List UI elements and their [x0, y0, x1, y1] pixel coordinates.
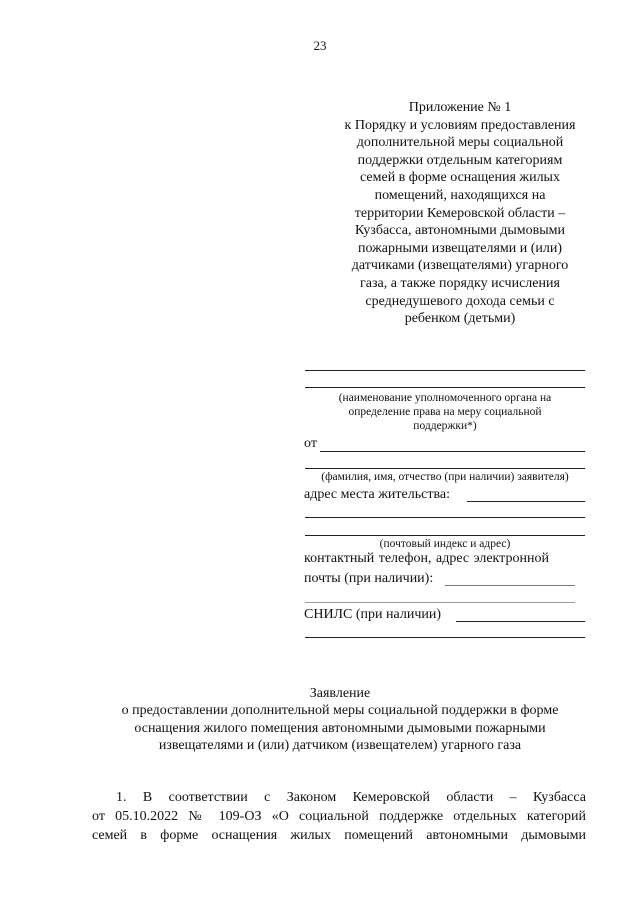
appendix-line: к Порядку и условиям предоставления [344, 117, 576, 133]
address-label: адрес места жительства: [304, 487, 450, 502]
from-label: от [304, 436, 317, 451]
address-line-2[interactable] [305, 517, 585, 518]
snils-field-line[interactable] [456, 621, 585, 622]
appendix-line: территории Кемеровской области – [354, 205, 566, 221]
statement-line: извещателями и (или) датчиком (извещателем) угарного газа [158, 737, 522, 753]
applicant-name-hint: (фамилия, имя, отчество (при наличии) заявителя) [321, 471, 569, 483]
appendix-line: семей в форме оснащения жилых [360, 170, 560, 186]
paragraph-line: от 05.10.2022 № 109-ОЗ «О социальной поддержке отдельных категорий [92, 809, 586, 824]
statement-line: о предоставлении дополнительной меры социальной поддержки в форме [121, 703, 559, 719]
authority-hint-line: (наименование уполномоченного органа на [338, 392, 552, 404]
paragraph-line: 1. В соответствии с Законом Кемеровской области – Кузбасса [116, 790, 586, 805]
snils-label: СНИЛС (при наличии) [304, 607, 442, 622]
authority-hint-line: поддержки*) [413, 420, 477, 432]
appendix-line: дополнительной меры социальной [356, 135, 564, 151]
snils-line-2[interactable] [305, 637, 585, 638]
appendix-line: датчиками (извещателями) угарного [351, 258, 569, 274]
from-field-line[interactable] [320, 451, 585, 452]
address-line-3[interactable] [305, 535, 585, 536]
applicant-name-line[interactable] [305, 468, 585, 469]
authority-hint [305, 391, 585, 433]
appendix-line: газа, а также порядку исчисления [360, 275, 560, 291]
authority-line-1[interactable] [305, 370, 585, 371]
statement-line: оснащения жилого помещения автономными дымовыми пожарными [134, 720, 546, 736]
authority-line-2[interactable] [305, 387, 585, 388]
paragraph-1 [92, 788, 586, 845]
paragraph-line: семей в форме оснащения жилых помещений автономными дымовыми [92, 828, 586, 843]
appendix-title: Приложение № 1 [408, 100, 512, 115]
postal-hint: (почтовый индекс и адрес) [379, 538, 511, 550]
contact-field-line[interactable] [445, 585, 575, 586]
appendix-header [330, 99, 590, 328]
appendix-line: помещений, находящихся на [374, 187, 546, 203]
statement-title: Заявление [309, 686, 371, 701]
contact-line-2[interactable] [305, 602, 575, 603]
appendix-line: поддержки отдельным категориям [357, 152, 563, 168]
contact-label-line1: контактный телефон, адрес электронной [304, 551, 549, 566]
appendix-line: ребенком (детьми) [404, 311, 516, 327]
statement-block [100, 685, 580, 754]
contact-label-line2: почты (при наличии): [304, 571, 434, 586]
authority-hint-line: определение права на меру социальной [348, 406, 542, 418]
appendix-line: пожарными извещателями и (или) [357, 240, 563, 256]
address-field-line[interactable] [467, 501, 585, 502]
appendix-line: Кузбасса, автономными дымовыми [355, 223, 565, 239]
appendix-line: среднедушевого дохода семьи с [365, 293, 555, 309]
page-number: 23 [313, 38, 327, 53]
